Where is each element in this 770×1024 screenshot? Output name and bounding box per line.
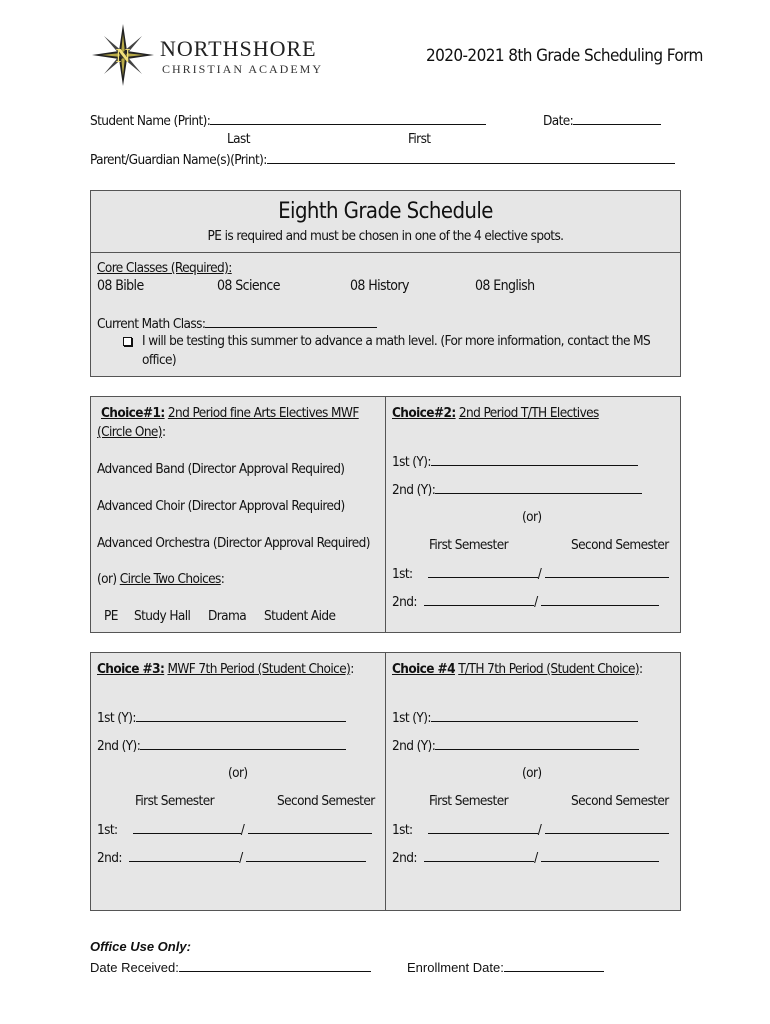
choice2-second-semester: Second Semester (571, 537, 669, 553)
choice3-sem-first-row (97, 821, 372, 838)
choice4-heading-bold: Choice #4 (392, 661, 455, 677)
choice2-sem-second-slash: / (534, 594, 538, 610)
choice1-circle-colon: : (220, 571, 225, 587)
office-use-title: Office Use Only: (90, 939, 191, 954)
date-received-row (90, 959, 371, 975)
testing-text-line2: office) (142, 352, 177, 368)
parent-name-label: Parent/Guardian Name(s)(Print): (90, 152, 267, 168)
choice4-or: (or) (522, 765, 542, 781)
choice4-sem-first-row (392, 821, 669, 838)
choice3-sem-first-slash: / (240, 822, 245, 838)
first-label: First (408, 131, 431, 147)
choice3-first-semester: First Semester (135, 793, 214, 809)
choice2-first-y-row (392, 453, 638, 470)
choice3-second-y-field[interactable] (140, 737, 346, 750)
svg-text:N: N (115, 45, 131, 67)
choice3-sem-first-field-2[interactable] (248, 821, 372, 834)
choice1-heading-line2 (97, 424, 165, 440)
choice4-second-semester: Second Semester (571, 793, 669, 809)
choice2-sem-first-field-1[interactable] (428, 565, 538, 578)
choice1-heading-rest: 2nd Period fine Arts Electives MWF (167, 405, 359, 421)
choice4-first-y-field[interactable] (431, 709, 638, 722)
date-label: Date: (543, 113, 574, 129)
choice2-sem-second-row (392, 593, 659, 610)
choice2-sem-second-field-1[interactable] (424, 593, 534, 606)
choice4-first-semester: First Semester (429, 793, 508, 809)
choice2-or: (or) (522, 509, 542, 525)
core-class-science: 08 Science (217, 278, 280, 294)
choice3-sem-second-label: 2nd: (97, 850, 122, 866)
choice-divider-2 (385, 653, 386, 910)
choice4-second-y-label: 2nd (Y): (392, 738, 436, 754)
math-class-row (97, 315, 377, 332)
choice4-first-y-label: 1st (Y): (392, 710, 431, 726)
choice2-second-y-field[interactable] (435, 481, 642, 494)
choice4-sem-first-field-1[interactable] (428, 821, 538, 834)
form-title: 2020-2021 8th Grade Scheduling Form (426, 46, 703, 66)
choice1-drama[interactable]: Drama (208, 608, 247, 624)
choice3-heading-rest: MWF 7th Period (Student Choice) (167, 661, 351, 677)
choice2-second-y-label: 2nd (Y): (392, 482, 436, 498)
enrollment-date-label: Enrollment Date: (407, 960, 504, 975)
choice3-sem-second-field-1[interactable] (129, 849, 239, 862)
choice2-heading-rest: 2nd Period T/TH Electives (458, 405, 599, 421)
math-class-label: Current Math Class: (97, 316, 206, 332)
choice4-heading-rest: T/TH 7th Period (Student Choice) (458, 661, 639, 677)
choice1-circle-two: Circle Two Choices (119, 571, 221, 587)
date-received-label: Date Received: (90, 960, 179, 975)
last-label: Last (227, 131, 250, 147)
choice4-sem-first-slash: / (537, 822, 542, 838)
choice1-option-choir[interactable]: Advanced Choir (Director Approval Required) (97, 498, 345, 514)
choice3-first-y-label: 1st (Y): (97, 710, 136, 726)
choice2-first-y-label: 1st (Y): (392, 454, 431, 470)
core-classes-box (90, 252, 681, 377)
choice4-sem-second-field-2[interactable] (541, 849, 659, 862)
choice2-sem-first-field-2[interactable] (545, 565, 669, 578)
choice3-first-y-field[interactable] (136, 709, 346, 722)
parent-name-field[interactable] (267, 151, 675, 164)
choice3-sem-first-label: 1st: (97, 822, 118, 838)
choice2-first-y-field[interactable] (431, 453, 638, 466)
choice2-sem-second-label: 2nd: (392, 594, 417, 610)
choice1-colon: : (161, 424, 166, 440)
choice4-heading (392, 661, 642, 677)
choice3-sem-first-field-1[interactable] (133, 821, 241, 834)
choice3-second-semester: Second Semester (277, 793, 375, 809)
student-name-field[interactable] (210, 112, 486, 125)
choice1-heading (101, 405, 381, 421)
math-class-field[interactable] (205, 315, 377, 328)
choice-3-4-box (90, 652, 681, 911)
choice4-sem-first-field-2[interactable] (545, 821, 669, 834)
choice4-second-y-field[interactable] (435, 737, 639, 750)
choice3-or: (or) (228, 765, 248, 781)
choice4-sem-second-row (392, 849, 659, 866)
choice1-study-hall[interactable]: Study Hall (134, 608, 191, 624)
school-subname: CHRISTIAN ACADEMY (162, 62, 324, 76)
choice4-sem-second-slash: / (534, 850, 538, 866)
choice2-sem-first-label: 1st: (392, 566, 413, 582)
choice4-colon: : (638, 661, 643, 677)
testing-checkbox[interactable] (123, 337, 132, 346)
choice2-sem-first-row (392, 565, 669, 582)
choice1-or: (or) (97, 571, 117, 587)
choice1-circle-two-row (97, 571, 224, 587)
enrollment-date-field[interactable] (504, 959, 604, 972)
parent-name-row (90, 151, 675, 168)
choice4-sem-second-field-1[interactable] (424, 849, 534, 862)
school-name: NORTHSHORE (160, 36, 317, 61)
choice3-first-y-row (97, 709, 346, 726)
choice1-option-band[interactable]: Advanced Band (Director Approval Required) (97, 461, 345, 477)
choice2-heading-bold: Choice#2: (392, 405, 456, 421)
compass-star-icon (90, 22, 156, 88)
choice3-colon: : (350, 661, 354, 677)
choice-1-2-box (90, 396, 681, 633)
choice1-student-aide[interactable]: Student Aide (264, 608, 336, 624)
choice3-sem-second-field-2[interactable] (246, 849, 366, 862)
schedule-subtitle: PE is required and must be chosen in one of the 4 elective spots. (207, 228, 564, 244)
choice4-first-y-row (392, 709, 638, 726)
choice2-first-semester: First Semester (429, 537, 508, 553)
choice4-sem-second-label: 2nd: (392, 850, 417, 866)
student-name-label: Student Name (Print): (90, 113, 211, 129)
choice3-second-y-row (97, 737, 346, 754)
date-row (543, 112, 661, 129)
choice-divider (385, 397, 386, 632)
date-field[interactable] (573, 112, 661, 125)
choice1-circle-one: (Circle One) (97, 424, 162, 440)
choice1-pe[interactable]: PE (104, 608, 118, 624)
date-received-field[interactable] (179, 959, 371, 972)
choice4-sem-first-label: 1st: (392, 822, 413, 838)
core-class-bible: 08 Bible (97, 278, 144, 294)
school-logo (90, 22, 330, 88)
choice2-second-y-row (392, 481, 642, 498)
schedule-title: Eighth Grade Schedule (278, 199, 493, 224)
choice2-sem-second-field-2[interactable] (541, 593, 659, 606)
choice3-heading-bold: Choice #3: (97, 661, 165, 677)
core-class-english: 08 English (475, 278, 535, 294)
choice2-sem-first-slash: / (537, 566, 542, 582)
choice4-second-y-row (392, 737, 639, 754)
choice2-heading (392, 405, 599, 421)
choice1-option-orchestra[interactable]: Advanced Orchestra (Director Approval Required) (97, 535, 370, 551)
choice1-heading-bold: Choice#1: (101, 405, 165, 421)
testing-text-line1: I will be testing this summer to advance a math level. (For more information, contact the MS (142, 333, 651, 349)
core-classes-label: Core Classes (Required): (97, 260, 232, 276)
choice3-sem-second-slash: / (239, 850, 243, 866)
schedule-header-box (90, 190, 681, 253)
student-name-row (90, 112, 486, 129)
enrollment-date-row (407, 959, 604, 975)
core-class-history: 08 History (350, 278, 409, 294)
choice3-second-y-label: 2nd (Y): (97, 738, 141, 754)
choice3-heading (97, 661, 354, 677)
choice3-sem-second-row (97, 849, 366, 866)
